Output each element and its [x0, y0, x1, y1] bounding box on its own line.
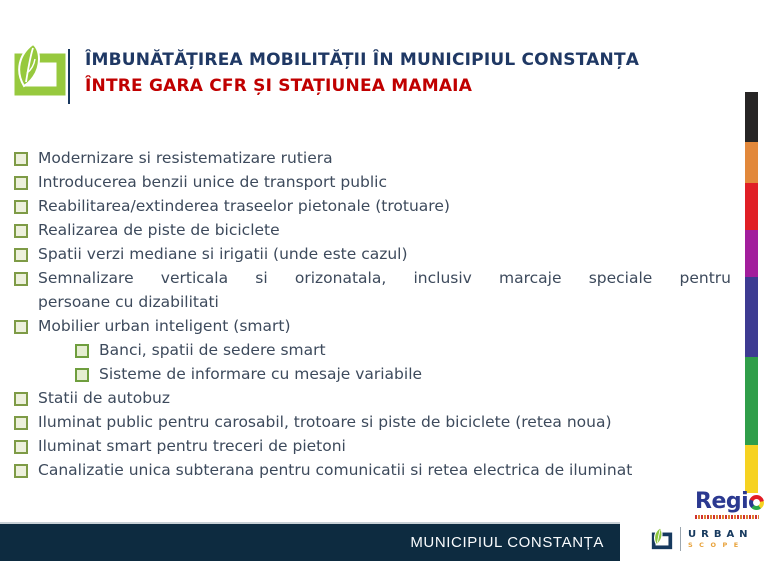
list-item — [14, 194, 731, 218]
list-item-label: Canalizatie unica subterana pentru comunicatii si retea electrica de iluminat — [38, 461, 633, 479]
title-line-2: ÎNTRE GARA CFR ȘI STAȚIUNEA MAMAIA — [85, 76, 473, 96]
list-item — [14, 170, 731, 194]
side-color-bar — [745, 92, 758, 493]
list-subitem — [14, 362, 731, 386]
urban-scope-line2: SCOPE — [688, 541, 745, 549]
square-bullet-icon — [14, 200, 28, 214]
list-item-line1: Semnalizare verticala si orizonatala, inclusiv marcaje speciale pentru — [38, 269, 731, 287]
square-bullet-icon — [14, 272, 28, 286]
urban-scope-logo — [650, 527, 753, 551]
list-item — [14, 458, 731, 482]
urban-scope-line1: URBAN — [688, 529, 753, 540]
footer-bar — [0, 522, 620, 561]
color-bar-segment-orange — [745, 142, 758, 183]
list-subitem — [14, 338, 731, 362]
square-bullet-icon — [14, 176, 28, 190]
urban-scope-leaf-icon — [650, 527, 674, 551]
square-bullet-icon — [75, 344, 89, 358]
title-line-1: ÎMBUNĂTĂȚIREA MOBILITĂȚII ÎN MUNICIPIUL CONSTANȚA — [85, 50, 640, 70]
color-bar-segment-green — [745, 357, 758, 445]
list-item — [14, 242, 731, 266]
regio-multicolor-o-icon — [749, 495, 764, 510]
list-item-label: Reabilitarea/extinderea traseelor pietonale (trotuare) — [38, 197, 450, 215]
color-bar-segment-yellow — [745, 445, 758, 493]
square-bullet-icon — [14, 392, 28, 406]
square-bullet-icon — [14, 320, 28, 334]
list-item — [14, 218, 731, 242]
urban-scope-divider — [680, 527, 681, 551]
regio-wordmark-text: Regi — [695, 489, 749, 514]
regio-tagline — [695, 515, 759, 519]
color-bar-segment-black — [745, 92, 758, 142]
list-item — [14, 266, 731, 314]
list-item-label: Sisteme de informare cu mesaje variabile — [99, 365, 423, 383]
square-bullet-icon — [75, 368, 89, 382]
list-item — [14, 434, 731, 458]
list-item-label: Iluminat smart pentru treceri de pietoni — [38, 437, 346, 455]
list-item — [14, 146, 731, 170]
square-bullet-icon — [14, 440, 28, 454]
footer-municipality-label: MUNICIPIUL CONSTANȚA — [410, 534, 604, 551]
square-bullet-icon — [14, 152, 28, 166]
slide-title — [85, 47, 750, 99]
color-bar-segment-red — [745, 183, 758, 230]
leaf-square-logo-icon — [12, 44, 66, 96]
list-item — [14, 410, 731, 434]
list-item-label: Modernizare si resistematizare rutiera — [38, 149, 333, 167]
list-item-line2: persoane cu dizabilitati — [38, 293, 219, 311]
list-item-label: Iluminat public pentru carosabil, trotoare si piste de biciclete (retea noua) — [38, 413, 612, 431]
list-item-label — [38, 266, 731, 314]
list-item-label: Introducerea benzii unice de transport public — [38, 173, 387, 191]
leaf-square-logo — [12, 44, 66, 96]
square-bullet-icon — [14, 224, 28, 238]
list-item-label: Statii de autobuz — [38, 389, 171, 407]
list-item-label: Banci, spatii de sedere smart — [99, 341, 326, 359]
square-bullet-icon — [14, 416, 28, 430]
list-item-label: Spatii verzi mediane si irigatii (unde este cazul) — [38, 245, 408, 263]
list-item-label: Realizarea de piste de biciclete — [38, 221, 280, 239]
title-separator — [68, 49, 70, 104]
square-bullet-icon — [14, 464, 28, 478]
list-item — [14, 386, 731, 410]
color-bar-segment-purple — [745, 230, 758, 277]
bullet-list — [14, 146, 731, 482]
regio-wordmark — [695, 491, 768, 513]
list-item-label: Mobilier urban inteligent (smart) — [38, 317, 291, 335]
list-item — [14, 314, 731, 338]
square-bullet-icon — [14, 248, 28, 262]
regio-logo — [695, 491, 768, 519]
color-bar-segment-indigo — [745, 277, 758, 357]
